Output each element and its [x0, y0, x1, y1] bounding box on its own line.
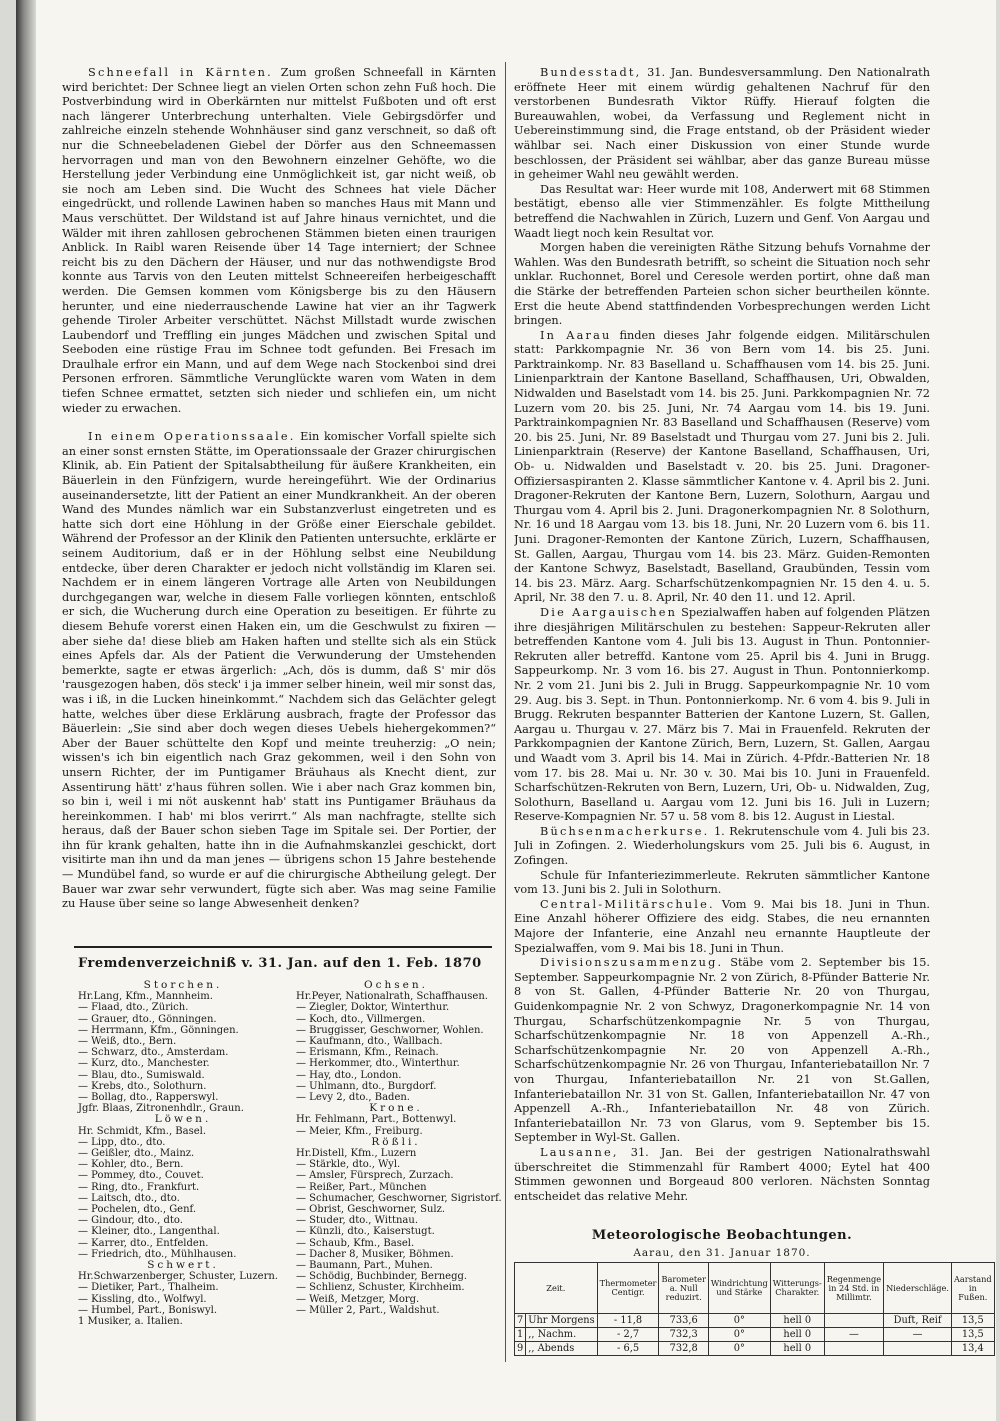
meteo-cell-witt: hell 0	[770, 1342, 824, 1356]
meteo-cell-witt: hell 0	[770, 1328, 824, 1342]
guest-entry: — Stärkle, dto., Wyl.	[296, 1159, 401, 1171]
guest-entry: — Dacher 8, Musiker, Böhmen.	[296, 1248, 454, 1260]
hotel-name: Schwert.	[147, 1259, 219, 1272]
meteo-table	[514, 1262, 995, 1356]
guest-entry: Hr.Distell, Kfm., Luzern	[296, 1148, 417, 1160]
guest-entry: — Hay, dto., London.	[296, 1069, 402, 1081]
page-edge-shadow	[16, 0, 36, 1421]
meteo-cell-aar: 13,4	[952, 1342, 995, 1356]
meteo-cell-aar: 13,5	[952, 1314, 995, 1328]
guest-entry: — Geißler, dto., Mainz.	[78, 1148, 195, 1160]
meteo-cell-num: 7	[515, 1314, 526, 1328]
article-aargauisch	[514, 606, 930, 825]
meteo-cell-time: ,, Nachm.	[526, 1328, 597, 1342]
guest-entry: — Krebs, dto., Solothurn.	[78, 1080, 207, 1092]
article-head: Büchsenmacherkurse.	[540, 824, 710, 838]
guest-entry: — Künzli, dto., Kaiserstugt.	[296, 1226, 435, 1238]
guest-entry: Hr.Lang, Kfm., Mannheim.	[78, 991, 213, 1003]
meteo-header: Niederschläge.	[884, 1263, 952, 1314]
hotel-name: Ochsen.	[364, 979, 428, 991]
guest-entry: — Weiß, Metzger, Morg.	[296, 1293, 420, 1305]
guest-entry: Hr.Peyer, Nationalrath, Schaffhausen.	[296, 991, 488, 1003]
meteo-cell-time: Uhr Morgens	[526, 1314, 597, 1328]
meteo-cell-wind: 0°	[708, 1328, 770, 1342]
meteo-cell-time: ,, Abends	[526, 1342, 597, 1356]
article-divisionszusammenzug	[514, 956, 930, 1146]
guest-entry: — Schwarz, dto., Amsterdam.	[78, 1047, 229, 1059]
meteo-cell-witt: hell 0	[770, 1314, 824, 1328]
guest-entry: — Lipp, dto., dto.	[78, 1136, 166, 1148]
guest-entry: — Kohler, dto., Bern.	[78, 1159, 184, 1171]
guest-entry: — Humbel, Part., Boniswyl.	[78, 1304, 217, 1316]
hotel-name: Krone.	[369, 1102, 423, 1115]
article-bundesstadt	[514, 66, 930, 183]
article-text: Spezialwaffen haben auf folgenden Plätzen ihre diesjährigen Militärschulen zu bestehen: Sappeur-Rekruten aller betreffenden Kantone vom 4. Juli bis 13. August in Thun. Pontonnier-Rekruten aller betreffd. Kantone vom 25. April bis 4. Juni in Brugg. Sappeurkomp. Nr. 3 vom 16. bis 27. August in Thun. Pontonnierkomp. Nr. 2 vom 21. Juni bis 2. Juli in Brugg. Sappeurkompagnie Nr. 10 vom 29. Aug. bis 3. Sept. in Thun. Pontonnierkomp. Nr. 6 vom 4. bis 9. Juli in Brugg. Rekruten bespannter Batterien der Kantone Luzern, St. Gallen, Aargau u. Thurgau v. 27. März bis 7. Mai in Frauenfeld. Rekruten der Parkkompagnien der Kantone Zürich, Bern, Luzern, St. Gallen, Aargau und Waadt vom 3. April bis 14. Mai in Zürich. 4-Pfdr.-Batterien Nr. 18 vom 17. bis 28. Mai u. Nr. 30 v. 30. Mai bis 10. Juni in Frauenfeld. Scharfschützen-Rekruten von Bern, Luzern, Uri, Ob- u. Nidwalden, Zug, Solothurn, Baselland u. Aargau vom 12. Juni bis 16. Juli in Luzern; Reserve-Kompagnien Nr. 57 u. 58 vom 8. bis 12. August in Liestal.	[514, 605, 930, 824]
meteo-header: Windrichtung und Stärke	[708, 1263, 770, 1314]
fremdenverzeichnis-right	[296, 979, 502, 1316]
meteo-subtitle: Aarau, den 31. Januar 1870.	[633, 1247, 811, 1259]
guest-entry: — Levy 2, dto., Baden.	[296, 1092, 410, 1104]
article-head: Die Aargauischen	[540, 605, 678, 619]
article-text: Das Resultat war: Heer wurde mit 108, Anderwert mit 68 Stimmen bestätigt, ebenso alle vier Stimmenzähler. Es folgte Mittheilung betreffend die Nachwahlen in Zürich, Luzern und Genf. Von Aargau und Waadt liegt noch kein Resultat vor.	[514, 182, 930, 240]
article-buechsenmacher	[514, 825, 930, 869]
guest-entry: — Bollag, dto., Rapperswyl.	[78, 1092, 219, 1104]
newspaper-page	[16, 0, 996, 1421]
meteo-body	[515, 1314, 995, 1356]
guest-entry: — Pommey, dto., Couvet.	[78, 1170, 204, 1182]
guest-entry: — Obrist, Geschworner, Sulz.	[296, 1204, 446, 1216]
meteo-cell-temp: - 2,7	[597, 1328, 659, 1342]
left-column	[62, 66, 496, 936]
article-text: 31. Jan. Bundesversammlung. Den Nationalrath eröffnete Heer mit einem würdig gehaltenen Nachruf für den verstorbenen Bundesrath Viktor Rüffy. Hierauf folgten die Bureauwahlen, wobei, da Verfassung und Reglement nicht in Uebereinstimmung sind, die Frage entstand, ob der Präsident wieder wählbar sei. Nach einer Diskussion von einer Stunde wurde beschlossen, der Präsident sei wählbar, aber das ganze Bureau müsse in geheimer Wahl neu gewählt werden.	[514, 66, 930, 182]
guest-entry: — Uhlmann, dto., Burgdorf.	[296, 1080, 437, 1092]
article-head: Divisionszusammenzug.	[540, 956, 724, 970]
hotel-name: Storchen.	[143, 979, 223, 991]
meteo-header: Regenmenge in 24 Std. in Millimtr.	[824, 1263, 883, 1314]
guest-entry: — Erismann, Kfm., Reinach.	[296, 1047, 439, 1059]
article-head: In einem Operationssaale.	[88, 430, 296, 444]
article-head: Schneefall in Kärnten.	[88, 66, 273, 79]
hotel-name: Löwen.	[154, 1113, 212, 1126]
guest-entry: — Ziegler, Doktor, Winterthur.	[296, 1002, 450, 1014]
guest-entry: — Flaad, dto., Zürich.	[78, 1002, 189, 1014]
fremdenverzeichnis-title: Fremdenverzeichniß v. 31. Jan. auf den 1. Feb. 1870	[78, 956, 482, 971]
guest-entry: — Friedrich, dto., Mühlhausen.	[78, 1248, 237, 1260]
fremdenverzeichnis-left	[78, 980, 288, 1327]
hotel-name: Rößli.	[371, 1135, 421, 1148]
meteo-cell-nieder: —	[884, 1328, 952, 1342]
guest-entry: — Weiß, dto., Bern.	[78, 1036, 177, 1048]
guest-entry: — Dietiker, Part., Thalheim.	[78, 1282, 219, 1294]
meteo-cell-temp: - 11,8	[597, 1314, 659, 1328]
article-schneefall	[62, 66, 496, 416]
guest-entry: — Blau, dto., Sumiswald.	[78, 1069, 205, 1081]
meteo-cell-regen	[824, 1314, 883, 1328]
guest-entry: — Schödig, Buchbinder, Bernegg.	[296, 1271, 468, 1283]
meteo-header: Aarstand in Fußen.	[952, 1263, 995, 1314]
article-text: 31. Jan. Bei der gestrigen Nationalrathswahl überschreitet die Stimmenzahl für Rambert 4000; Eytel hat 400 Stimmen gewonnen und Borgeaud 800 verloren. Nächsten Sonntag entscheidet das relative Mehr.	[514, 1145, 930, 1203]
meteo-header: Barometer a. Null reduzirt.	[659, 1263, 708, 1314]
guest-entry: — Pochelen, dto., Genf.	[78, 1204, 197, 1216]
column-divider	[505, 62, 506, 1362]
article-lausanne	[514, 1146, 930, 1204]
article-text: Stäbe vom 2. September bis 15. September. Sappeurkompagnie Nr. 2 von Zürich, 8-Pfünder Batterie Nr. 8 von St. Gallen, 4-Pfünder Batterie Nr. 20 von Thurgau, Guidenkompagnie Nr. 2 von Schwyz, Dragonerkompagnie Nr. 14 von Thurgau, Scharfschützenkompagnie Nr. 5 von Thurgau, Scharfschützenkompagnie Nr. 18 von Appenzell A.-Rh., Scharfschützenkompagnie Nr. 20 von Appenzell A.-Rh., Scharfschützenkompagnie Nr. 26 von Thurgau, Infanteriebataillon Nr. 7 von Thurgau, Infanteriebataillon Nr. 21 von St.Gallen, Infanteriebataillon Nr. 31 von St. Gallen, Infanteriebataillon Nr. 47 von Appenzell A.-Rh., Infanteriebataillon Nr. 48 von Zürich. Infanteriebataillon Nr. 73 von Glarus, vom 9. September bis 15. September in Wyl-St. Gallen.	[514, 956, 930, 1145]
guest-entry: — Kurz, dto., Manchester.	[78, 1058, 210, 1070]
meteo-cell-baro: 732,3	[659, 1328, 708, 1342]
article-text: Morgen haben die vereinigten Räthe Sitzung behufs Vornahme der Wahlen. Was den Bundesrath betrifft, so scheint die Situation noch sehr unklar. Ruchonnet, Borel und Ceresole werden portirt, ohne daß man die Stärke der betreffenden Parteien schon sicher beurtheilen könnte. Erst die heute Abend stattfindenden Vorbesprechungen werden Licht bringen.	[514, 241, 930, 328]
article-head: Bundesstadt,	[540, 66, 642, 79]
article-text: Ein komischer Vorfall spielte sich an einer sonst ernsten Stätte, im Operationssaale der Grazer chirurgischen Klinik, ab. Ein Patient der Spitalsabtheilung für äußere Krankheiten, ein Bäuerlein in den Fünfzigern, wurde hereingeführt. Wie der Ordinarius auseinandersetzte, litt der Patient an einer Mundkrankheit. An der oberen Wand des Mundes nämlich war ein Substanzverlust eingetreten und es hatte sich dort eine Höhlung in der Größe einer Eierschale gebildet. Während der Professor an der Klinik den Patienten untersuchte, erklärte er seinem Auditorium, daß er in der Höhlung selbst eine Neubildung entdecke, über deren Charakter er jedoch nicht vollständig im Klaren sei. Nachdem er in einem längeren Vortrage alle Arten von Neubildungen durchgegangen war, welche in diesem Falle vorliegen könnten, entschloß er sich, die Wucherung durch eine Operation zu beseitigen. Er führte zu diesem Behufe vorerst einen Haken ein, um die Geschwulst zu fixiren — aber siehe da! diese blieb am Haken haften und stellte sich als ein Stück eines Apfels dar. Als der Patient die Verwunderung der Umstehenden bemerkte, sagte er etwas ärgerlich: „Ach, dös is dumm, daß S' mir dös 'rausgezogen haben, dös steck' i ja immer selber hinein, weil mir sonst das, was i iß, in die Lucken hineinkommt.“ Nachdem sich das Gelächter gelegt hatte, welches über diese Erklärung ausbrach, fragte der Professor das Bäuerlein: „Sie sind aber doch wegen dieses Uebels hiehergekommen?“ Aber der Bauer schüttelte den Kopf und meinte treuherzig: „O nein; wissen's ich bin eigentlich nach Graz gekommen, weil i den Sohn von unsern Richter, der im Puntigamer Bräuhaus als Knecht dient, zur Assentirung hätt' z'haus führen sollen. Wie i aber nach Graz kommen bin, so bin i, weil i mi nöt auskennt hab' statt ins Puntigamer Bräuhaus da hereinkommen. I hab' mi blos verirrt.“ Als man nachfragte, stellte sich heraus, daß der Bauer schon sieben Tage im Spitale sei. Der Portier, der ihn für krank gehalten, hatte ihn in die Aufnahmskanzlei geschickt, dort visitirte man ihn und da man jenes — übrigens schon 15 Jahre bestehende — Mundübel fand, so wurde er auf die chirurgische Abtheilung gelegt. Der Bauer war zwar sehr verwundert, fügte sich aber. Was mag seine Familie zu Hause über seine so lange Abwesenheit denken?	[62, 430, 496, 911]
meteo-cell-baro: 733,6	[659, 1314, 708, 1328]
article-head: Lausanne,	[540, 1145, 619, 1159]
guest-entry: — Meier, Kfm., Freiburg.	[296, 1125, 423, 1137]
guest-entry: 1 Musiker, a. Italien.	[78, 1316, 183, 1328]
guest-entry: Hr. Schmidt, Kfm., Basel.	[78, 1125, 207, 1137]
meteo-cell-wind: 0°	[708, 1314, 770, 1328]
guest-entry: — Herkommer, dto., Winterthur.	[296, 1058, 460, 1070]
meteo-row	[515, 1328, 995, 1342]
meteo-header: Witterungs-Charakter.	[770, 1263, 824, 1314]
article-text: finden dieses Jahr folgende eidgen. Militärschulen statt: Parkkompagnie Nr. 36 von Bern vom 14. bis 25. Juni. Parktrainkomp. Nr. 83 Baselland u. Schaffhausen vom 14. bis 25. Juni. Linienparktrain der Kantone Baselland, Schaffhausen, Uri, Obwalden, Nidwalden und Baselstadt vom 14. bis 25. Juni. Parkkompagnien Nr. 72 Luzern vom 20. bis 25. Juni, Nr. 74 Aargau vom 14. bis 19. Juni. Parktrainkompagnien Nr. 83 Baselland und Schaffhausen (Reserve) vom 20. bis 25. Juni, Nr. 89 Baselstadt und Thurgau vom 27. Juni bis 2. Juli. Linienparktrain (Reserve) der Kantone Baselland, Schaffhausen, Uri, Ob- u. Nidwalden und Baselstadt v. 20. bis 25. Juni. Dragoner-Offiziersaspiranten 2. Klasse sämmtlicher Kantone v. 4. April bis 2. Juni. Dragoner-Rekruten der Kantone Bern, Luzern, Solothurn, Aargau und Thurgau vom 4. April bis 2. Juni. Dragonerkompagnien Nr. 8 Solothurn, Nr. 16 und 18 Aargau vom 13. bis 18. Juni, Nr. 20 Luzern vom 6. bis 11. Juni. Dragoner-Remonten der Kantone Zürich, Luzern, Schaffhausen, St. Gallen, Aargau, Thurgau vom 14. bis 23. März. Guiden-Remonten der Kantone Schwyz, Baselstadt, Baselland, Graubünden, Tessin vom 14. bis 23. März. Aarg. Scharfschützenkompagnien Nr. 15 den 4. u. 5. April, Nr. 38 den 7. u. 8. April, Nr. 40 den 11. und 12. April.	[514, 328, 930, 605]
meteo-cell-num: 9	[515, 1342, 526, 1356]
guest-entry: — Kleiner, dto., Langenthal.	[78, 1226, 220, 1238]
article-head: In Aarau	[540, 328, 612, 342]
guest-entry: — Karrer, dto., Entfelden.	[78, 1237, 209, 1249]
article-head: Central-Militärschule.	[540, 897, 715, 911]
guest-entry: — Studer, dto., Wittnau.	[296, 1215, 419, 1227]
article-central-militaerschule	[514, 898, 930, 956]
meteo-cell-regen: —	[824, 1328, 883, 1342]
article-morgen	[514, 241, 930, 329]
guest-entry: Hr. Fehlmann, Part., Bottenwyl.	[296, 1114, 457, 1126]
article-operationssaal	[62, 430, 496, 912]
guest-entry: — Müller 2, Part., Waldshut.	[296, 1304, 440, 1316]
article-infanteriezimmerleute	[514, 869, 930, 898]
article-text: Schule für Infanteriezimmerleute. Rekruten sämmtlicher Kantone vom 13. Juni bis 2. Juli in Solothurn.	[514, 868, 930, 897]
meteo-cell-nieder	[884, 1342, 952, 1356]
article-text: 1. Rekrutenschule vom 4. Juli bis 23. Juli in Zofingen. 2. Wiederholungskurs vom 25. Juli bis 6. August, in Zofingen.	[514, 824, 930, 868]
meteo-row	[515, 1342, 995, 1356]
meteo-cell-regen	[824, 1342, 883, 1356]
guest-entry: — Amsler, Fürsprech, Zurzach.	[296, 1170, 454, 1182]
article-text: Zum großen Schneefall in Kärnten wird berichtet: Der Schnee liegt an vielen Orten schon zehn Fuß hoch. Die Postverbindung wird in Oberkärnten nur mittelst Fußboten und oft erst nach längerer Unterbrechung unterhalten. Viele Gebirgsdörfer und zahlreiche einzeln stehende Wohnhäuser sind ganz verschneit, so daß oft nur die Schneebeladenen Giebel der Dörfer aus den Schneemassen hervorragen und man von den Bewohnern einzelner Gehöfte, wo die Herstellung jeder Verbindung eine Unmöglichkeit ist, gar nicht weiß, ob sie noch am Leben sind. Die Wucht des Schnees hat viele Dächer eingedrückt, und rollende Lawinen haben so manches Haus mit Mann und Maus verschüttet. Der Wildstand ist auf Jahre hinaus vernichtet, und die Wälder mit ihren zahllosen gebrochenen Stämmen bieten einen traurigen Anblick. In Raibl waren Reisende über 14 Tage interniert; der Schnee reicht bis zu den Dächern der Häuser, und nur das nothwendigste Brod konnte aus Tarvis von den Leuten mittelst Schneereifen herbeigeschafft werden. Die Gemsen kommen vom Königsberge bis zu den Häusern herunter, und eine niederrauschende Lawine hat vier an ihr Tagwerk gehende Tiroler Arbeiter verschüttet. Nächst Millstadt wurde zwischen Laubendorf und Treffling ein junges Mädchen und zwischen Spital und Seeboden eine rüstige Frau im Schnee todt gefunden. Bei Fresach im Draulhale erfror ein Mann, und auf dem Wege nach Stockenboi sind drei Personen erfroren. Sämmtliche Verunglückte waren vom Waten in dem tiefen Schnee ermattet, setzten sich nieder und schliefen ein, um nicht wieder zu erwachen.	[62, 66, 496, 415]
guest-entry: Jgfr. Blaas, Zitronenhdlr., Graun.	[78, 1103, 244, 1115]
guest-entry: — Herrmann, Kfm., Gönningen.	[78, 1024, 239, 1036]
guest-entry: Hr.Schwarzenberger, Schuster, Luzern.	[78, 1271, 278, 1283]
meteo-cell-num: 1	[515, 1328, 526, 1342]
article-resultat	[514, 183, 930, 241]
guest-entry: — Koch, dto., Villmergen.	[296, 1013, 426, 1025]
guest-entry: — Kaufmann, dto., Wallbach.	[296, 1036, 443, 1048]
article-text: Vom 9. Mai bis 18. Juni in Thun. Eine Anzahl höherer Offiziere des eidg. Stabes, die neu ernannten Majore der Infanterie, eine Anzahl neu ernannte Hauptleute der Spezialwaffen, vom 9. Mai bis 18. Juni in Thun.	[514, 897, 930, 955]
article-aarau	[514, 329, 930, 606]
guest-entry: — Grauer, dto., Gönningen.	[78, 1013, 217, 1025]
section-rule	[74, 946, 492, 948]
right-column	[514, 66, 930, 1221]
meteo-cell-aar: 13,5	[952, 1328, 995, 1342]
guest-entry: — Schumacher, Geschworner, Sigristorf.	[296, 1192, 502, 1204]
meteo-header: Zeit.	[515, 1263, 598, 1314]
meteo-header-row	[515, 1263, 995, 1314]
meteo-cell-wind: 0°	[708, 1342, 770, 1356]
guest-entry: — Ring, dto., Frankfurt.	[78, 1181, 200, 1193]
guest-entry: — Kissling, dto., Wolfwyl.	[78, 1293, 207, 1305]
guest-entry: — Reißer, Part., München	[296, 1181, 427, 1193]
meteo-cell-nieder: Duft, Reif	[884, 1314, 952, 1328]
meteo-row	[515, 1314, 995, 1328]
meteo-cell-temp: - 6,5	[597, 1342, 659, 1356]
meteo-title: Meteorologische Beobachtungen.	[591, 1228, 853, 1243]
meteo-cell-baro: 732,8	[659, 1342, 708, 1356]
guest-entry: — Schaub, Kfm., Basel.	[296, 1237, 415, 1249]
guest-entry: — Baumann, Part., Muhen.	[296, 1260, 433, 1272]
meteo-header: Thermometer Centigr.	[597, 1263, 659, 1314]
guest-entry: — Laitsch, dto., dto.	[78, 1192, 180, 1204]
guest-entry: — Bruggisser, Geschworner, Wohlen.	[296, 1024, 484, 1036]
guest-entry: — Gindour, dto., dto.	[78, 1215, 183, 1227]
guest-entry: — Schlienz, Schuster, Kirchheim.	[296, 1282, 465, 1294]
